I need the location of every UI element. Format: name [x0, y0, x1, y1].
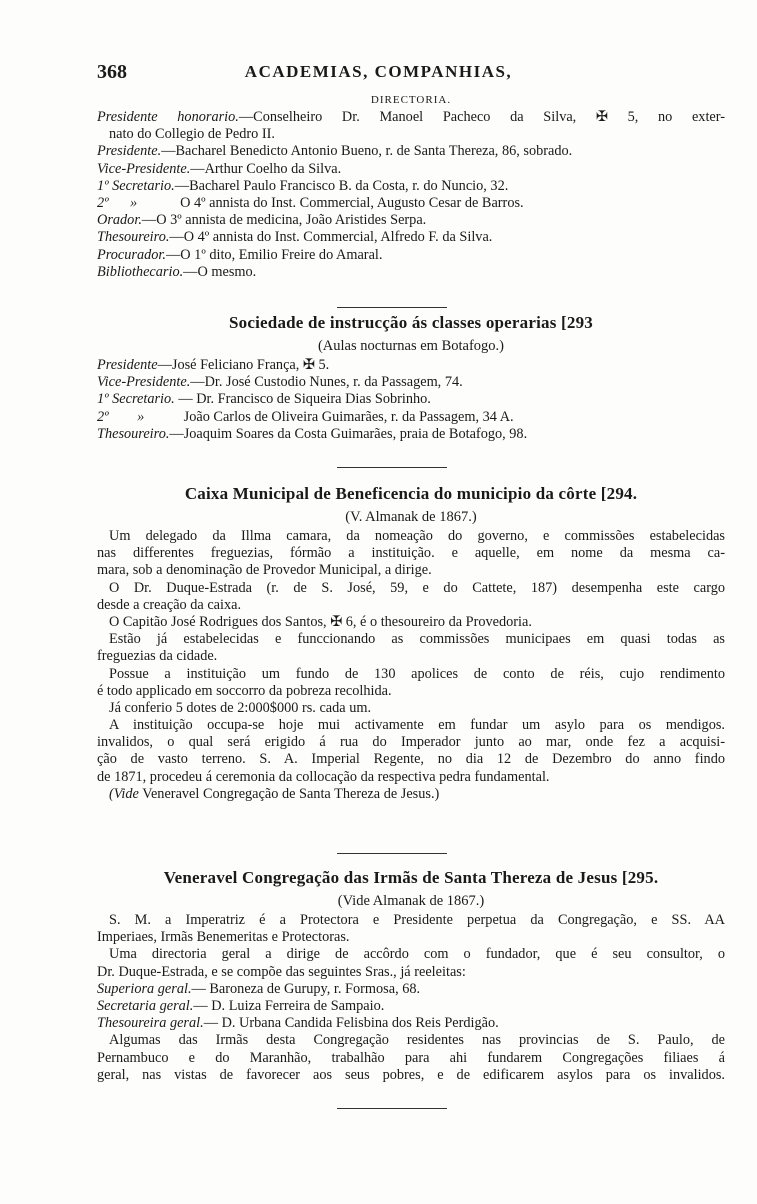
- text-line: [97, 1067, 725, 1084]
- line-label: 2º »: [97, 194, 138, 211]
- text-line: [97, 964, 725, 981]
- text-line: [97, 929, 725, 946]
- section-directoria: [97, 92, 725, 281]
- text-line: [97, 683, 725, 700]
- line-text: —O 1º dito, Emilio Freire do Amaral.: [165, 246, 383, 263]
- section-note: (Vide Almanak de 1867.): [337, 893, 485, 909]
- line-label: Orador.: [97, 212, 142, 229]
- text-line: [97, 212, 725, 229]
- line-text: desde a creação da caixa.: [97, 596, 242, 613]
- text-line: [97, 357, 725, 374]
- line-label: Vice-Presidente.: [97, 160, 191, 177]
- line-text: —O 3º annista de medicina, João Aristides Serpa.: [141, 212, 427, 229]
- line-text: nato do Collegio de Pedro II.: [109, 126, 275, 143]
- line-text: invalidos, o qual será erigido á rua do Imperador junto ao mar, onde fez a acquisi-: [97, 734, 725, 751]
- text-line: [97, 409, 725, 426]
- text-line: [97, 195, 725, 212]
- line-label: 1º Secretario.: [97, 391, 175, 408]
- text-line: [97, 229, 725, 246]
- text-line: [97, 1015, 725, 1032]
- section-sociedade-instruccao: [97, 310, 725, 443]
- text-line: [97, 109, 725, 126]
- page-number: 368: [97, 61, 127, 83]
- text-line: [97, 426, 725, 443]
- divider: [337, 307, 447, 309]
- line-text: —Bacharel Benedicto Antonio Bueno, r. de Santa Thereza, 86, sobrado.: [161, 143, 573, 160]
- line-text: — Baroneza de Gurupy, r. Formosa, 68.: [191, 980, 421, 997]
- line-text: — Dr. Francisco de Siqueira Dias Sobrinho.: [174, 391, 431, 408]
- line-text: S. M. a Imperatriz é a Protectora e Presidente perpetua da Congregação, e SS. AA: [109, 912, 725, 928]
- text-line: [97, 580, 725, 597]
- line-text: —Arthur Coelho da Silva.: [190, 160, 342, 177]
- text-line: [97, 1050, 725, 1067]
- line-text: —Bacharel Paulo Francisco B. da Costa, r. do Nuncio, 32.: [174, 177, 509, 194]
- line-label: Secretaria geral.: [97, 997, 194, 1014]
- text-line: [97, 528, 725, 545]
- line-label: Bibliothecario.: [97, 263, 184, 280]
- line-text: —Dr. José Custodio Nunes, r. da Passagem, 74.: [190, 374, 463, 391]
- line-text: —O 4º annista do Inst. Commercial, Alfredo F. da Silva.: [169, 229, 493, 246]
- line-text: João Carlos de Oliveira Guimarães, r. da Passagem, 34 A.: [144, 408, 514, 425]
- line-text: freguezias da cidade.: [97, 648, 218, 665]
- text-line: [97, 648, 725, 665]
- line-text: Estão já estabelecidas e funccionando as commissões municipaes em quasi todas as: [109, 631, 725, 648]
- text-line: [97, 912, 725, 929]
- text-line: [97, 143, 725, 160]
- text-line: [97, 751, 725, 768]
- line-text: O 4º annista do Inst. Commercial, Augusto Cesar de Barros.: [137, 194, 524, 211]
- text-line: [97, 666, 725, 683]
- line-text: — D. Urbana Candida Felisbina dos Reis Perdigão.: [203, 1015, 499, 1032]
- text-line: [97, 946, 725, 963]
- line-text: Possue a instituição um fundo de 130 apolices de conto de réis, cujo rendimento: [109, 665, 725, 682]
- line-text: é todo applicado em soccorro da pobreza recolhida.: [97, 682, 392, 699]
- text-line: [97, 700, 725, 717]
- line-label: Vice-Presidente.: [97, 374, 191, 391]
- line-text: — D. Luiza Ferreira de Sampaio.: [193, 997, 385, 1014]
- line-label: 2º »: [97, 408, 145, 425]
- text-line: [97, 374, 725, 391]
- line-label: (Vide: [109, 785, 139, 802]
- section-veneravel-congregacao: [97, 865, 725, 1084]
- line-label: Presidente honorario.: [97, 109, 239, 125]
- divider: [337, 1108, 447, 1110]
- text-line: [97, 545, 725, 562]
- section-note: (V. Almanak de 1867.): [345, 509, 477, 525]
- text-line: [97, 981, 725, 998]
- line-label: Procurador.: [97, 246, 166, 263]
- section-caixa-municipal: [97, 481, 725, 803]
- line-label: Thesoureiro.: [97, 229, 170, 246]
- line-text: Pernambuco e do Maranhão, trabalhão para ahi fundarem Congregações filiaes á: [97, 1049, 725, 1066]
- line-text: Um delegado da Illma camara, da nomeação do governo, e commissões estabelecidas: [109, 528, 725, 544]
- text-line: [97, 264, 725, 281]
- text-line: [97, 786, 725, 803]
- section-heading: Caixa Municipal de Beneficencia do municipio da côrte [294.: [184, 484, 638, 503]
- line-text: mara, sob a denominação de Provedor Municipal, a dirige.: [97, 562, 432, 579]
- section-note: (Aulas nocturnas em Botafogo.): [317, 338, 505, 354]
- text-line: [97, 614, 725, 631]
- line-text: O Dr. Duque-Estrada (r. de S. José, 59, e do Cattete, 187) desempenha este cargo: [109, 579, 725, 596]
- line-text: —O mesmo.: [183, 263, 257, 280]
- text-line: [97, 769, 725, 786]
- line-text: A instituição occupa-se hoje mui activamente em fundar um asylo para os mendigos.: [109, 717, 725, 734]
- text-line: [97, 631, 725, 648]
- line-label: 1º Secretario.: [97, 177, 175, 194]
- text-line: [97, 391, 725, 408]
- line-text: —Conselheiro Dr. Manoel Pacheco da Silva, ✠ 5, no exter-: [238, 109, 725, 125]
- text-line: [97, 998, 725, 1015]
- section-subheading: DIRECTORIA.: [370, 94, 452, 106]
- line-text: O Capitão José Rodrigues dos Santos, ✠ 6, é o thesoureiro da Provedoria.: [109, 613, 532, 630]
- line-label: Thesoureiro.: [97, 425, 170, 442]
- line-text: —Joaquim Soares da Costa Guimarães, praia de Botafogo, 98.: [169, 425, 528, 442]
- line-label: Superiora geral.: [97, 980, 192, 997]
- text-line: [97, 161, 725, 178]
- line-text: Já conferio 5 dotes de 2:000$000 rs. cada um.: [109, 699, 372, 716]
- text-line: [97, 1032, 725, 1049]
- text-line: [97, 247, 725, 264]
- line-text: Dr. Duque-Estrada, e se compõe das seguintes Sras., já reeleitas:: [97, 963, 466, 980]
- divider: [337, 467, 447, 469]
- line-label: Thesoureira geral.: [97, 1015, 204, 1032]
- section-heading: Sociedade de instrucção ás classes operarias [293: [229, 313, 593, 332]
- text-line: [97, 597, 725, 614]
- line-label: Presidente: [97, 357, 158, 373]
- text-line: [97, 126, 725, 143]
- running-title: ACADEMIAS, COMPANHIAS,: [244, 62, 513, 81]
- line-text: de 1871, procedeu á ceremonia da collocação da respectiva pedra fundamental.: [97, 768, 550, 785]
- text-line: [97, 734, 725, 751]
- line-text: —José Feliciano França, ✠ 5.: [157, 357, 330, 373]
- line-text: Uma directoria geral a dirige de accôrdo com o fundador, que é seu consultor, o: [109, 946, 725, 963]
- line-text: Imperiaes, Irmãs Benemeritas e Protectoras.: [97, 929, 350, 946]
- line-text: geral, nas vistas de favorecer aos seus pobres, e de edificarem asylos para os invalidos.: [97, 1066, 725, 1083]
- text-line: [97, 562, 725, 579]
- text-line: [97, 178, 725, 195]
- line-text: ção de vasto terreno. S. A. Imperial Regente, no dia 12 de Dezembro do anno findo: [97, 751, 725, 768]
- line-text: Algumas das Irmãs desta Congregação residentes nas provincias de S. Paulo, de: [109, 1032, 725, 1049]
- section-heading: Veneravel Congregação das Irmãs de Santa Thereza de Jesus [295.: [163, 868, 659, 887]
- divider: [337, 853, 447, 855]
- text-line: [97, 717, 725, 734]
- line-label: Presidente.: [97, 143, 162, 160]
- line-text: nas differentes freguezias, fórmão a instituição. e aquelle, em nome da mesma ca-: [97, 545, 725, 562]
- line-text: Veneravel Congregação de Santa Thereza de Jesus.): [138, 785, 440, 802]
